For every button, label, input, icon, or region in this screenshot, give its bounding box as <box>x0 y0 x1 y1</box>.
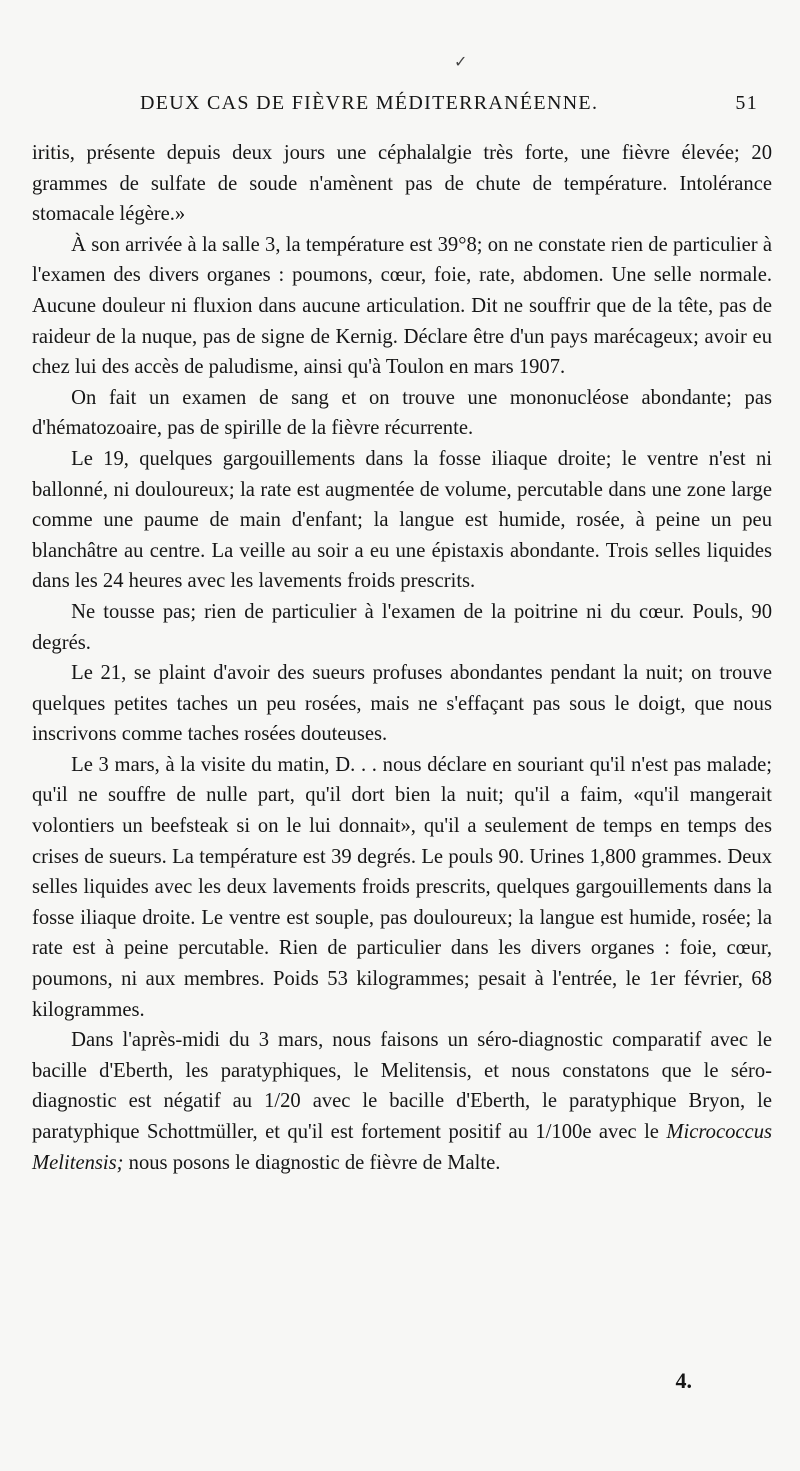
paragraph: Ne tousse pas; rien de particulier à l'examen de la poitrine ni du cœur. Pouls, 90 degrés. <box>32 600 772 654</box>
paragraph-text: nous posons le diagnostic de fièvre de Malte. <box>123 1151 501 1174</box>
margin-check-mark: ✓ <box>454 52 468 71</box>
paragraph: Le 21, se plaint d'avoir des sueurs profuses abondantes pendant la nuit; on trouve quelques petites taches un peu rosées, mais ne s'effaçant pas sous le doigt, que nous inscrivons comme taches rosées douteuses. <box>32 662 772 746</box>
paragraph: Le 3 mars, à la visite du matin, D. . . nous déclare en souriant qu'il n'est pas malade; qu'il ne souffre de nulle part, qu'il dort bien la nuit; qu'il a faim, «qu'il mangerait volontiers un beefsteak si on le lui donnait», qu'il a seulement de temps en temps des crises de sueurs. La température est 39 degrés. Le pouls 90. Urines 1,800 grammes. Deux selles liquides avec les deux lavements froids prescrits, quelques gargouillements dans la fosse iliaque droite. Le ventre est souple, pas douloureux; la langue est humide, rosée; la rate est à peine percutable. Rien de particulier dans les divers organes : foie, cœur, poumons, ni aux membres. Poids 53 kilogrammes; pesait à l'entrée, le 1er février, 68 kilogrammes. <box>32 753 772 1021</box>
page-header <box>110 92 770 115</box>
page-number: 51 <box>735 92 758 114</box>
paragraph-text: Dans l'après-midi du 3 mars, nous faisons un séro-diagnostic comparatif avec le bacille d'Eberth, les paratyphiques, le Melitensis, et nous constatons que le séro-diagnostic est négatif au 1/20 avec le bacille d'Eberth, le paratyphique Bryon, le paratyphique Schottmüller, et qu'il est fortement positif au 1/100e avec le <box>32 1029 772 1143</box>
paragraph: On fait un examen de sang et on trouve une mononucléose abondante; pas d'hématozoaire, pas de spirille de la fièvre récurrente. <box>32 386 772 440</box>
paragraph: iritis, présente depuis deux jours une céphalalgie très forte, une fièvre élevée; 20 grammes de sulfate de soude n'amènent pas de chute de température. Intolérance stomacale légère.» <box>32 142 772 226</box>
signature-mark: 4. <box>675 1368 692 1393</box>
body-text <box>32 138 772 1178</box>
paragraph <box>32 1025 772 1178</box>
species-name: Micrococcus Melitensis; <box>32 1121 772 1174</box>
running-title: DEUX CAS DE FIÈVRE MÉDITERRANÉENNE. <box>140 92 599 114</box>
paragraph: À son arrivée à la salle 3, la température est 39°8; on ne constate rien de particulier à l'examen des divers organes : poumons, cœur, foie, rate, abdomen. Une selle normale. Aucune douleur ni fluxion dans aucune articulation. Dit ne souffrir que de la tête, pas de raideur de la nuque, pas de signe de Kernig. Déclare être d'un pays marécageux; avoir eu chez lui des accès de paludisme, ainsi qu'à Toulon en mars 1907. <box>32 233 772 379</box>
paragraph: Le 19, quelques gargouillements dans la fosse iliaque droite; le ventre n'est ni ballonné, ni douloureux; la rate est augmentée de volume, percutable dans une zone large comme une paume de main d'enfant; la langue est humide, rosée, à peine un peu blanchâtre au centre. La veille au soir a eu une épistaxis abondante. Trois selles liquides dans les 24 heures avec les lavements froids prescrits. <box>32 447 772 593</box>
